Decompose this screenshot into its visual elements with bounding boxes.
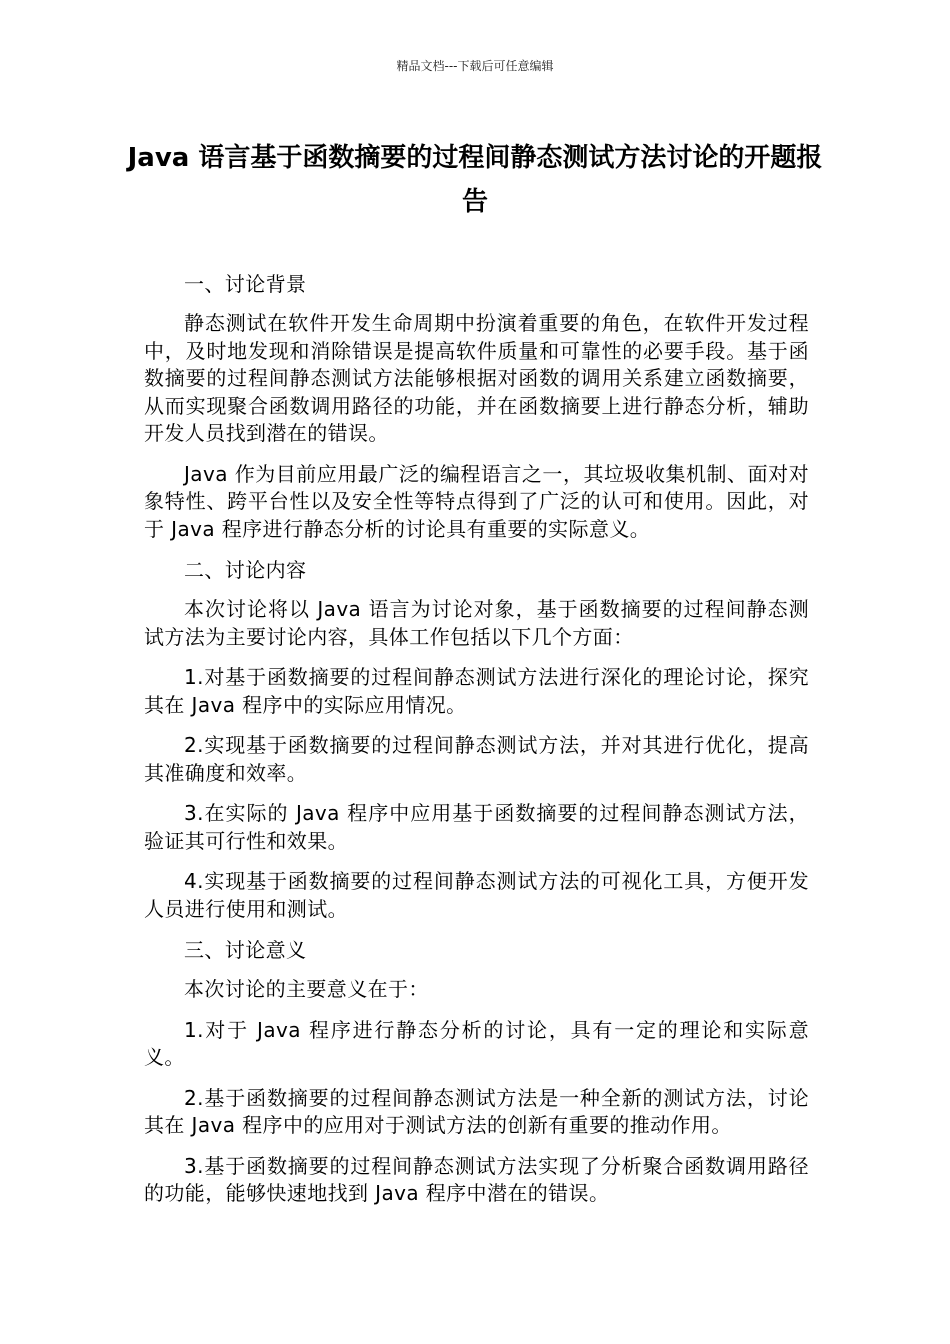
section-content: [144, 556, 809, 923]
body-paragraph: Java 作为目前应用最广泛的编程语言之一，其垃圾收集机制、面对对象特性、跨平台性以及安全性等特点得到了广泛的认可和使用。因此，对于 Java 程序进行静态分析的讨论具有重要的实际意义。: [144, 461, 809, 541]
body-paragraph: 本次讨论的主要意义在于：: [184, 977, 429, 1001]
list-item: 1.对于 Java 程序进行静态分析的讨论，具有一定的理论和实际意义。: [144, 1017, 809, 1069]
list-item: 3.在实际的 Java 程序中应用基于函数摘要的过程间静态测试方法，验证其可行性和效果。: [144, 801, 809, 853]
list-item: 1.对基于函数摘要的过程间静态测试方法进行深化的理论讨论，探究其在 Java 程序中的实际应用情况。: [144, 665, 809, 717]
document-title: Java 语言基于函数摘要的过程间静态测试方法讨论的开题报告: [127, 143, 823, 217]
list-item: 2.实现基于函数摘要的过程间静态测试方法，并对其进行优化，提高其准确度和效率。: [144, 733, 809, 785]
section-background: [144, 270, 809, 543]
body-paragraph: 本次讨论将以 Java 语言为讨论对象，基于函数摘要的过程间静态测试方法为主要讨论内容，具体工作包括以下几个方面：: [144, 597, 809, 649]
list-item: 4.实现基于函数摘要的过程间静态测试方法的可视化工具，方便开发人员进行使用和测试。: [144, 869, 809, 921]
section-significance: [144, 936, 809, 1208]
list-item: 2.基于函数摘要的过程间静态测试方法是一种全新的测试方法，讨论其在 Java 程序中的应用对于测试方法的创新有重要的推动作用。: [144, 1085, 809, 1137]
list-item: 3.基于函数摘要的过程间静态测试方法实现了分析聚合函数调用路径的功能，能够快速地找到 Java 程序中潜在的错误。: [144, 1153, 809, 1205]
section-heading: 三、讨论意义: [184, 938, 307, 962]
header-note: 精品文档---下载后可任意编辑: [396, 59, 554, 73]
document-body: [144, 270, 809, 1221]
section-heading: 一、讨论背景: [184, 272, 307, 296]
body-paragraph: 静态测试在软件开发生命周期中扮演着重要的角色，在软件开发过程中，及时地发现和消除错误是提高软件质量和可靠性的必要手段。基于函数摘要的过程间静态测试方法能够根据对函数的调用关系建立函数摘要，从而实现聚合函数调用路径的功能，并在函数摘要上进行静态分析，辅助开发人员找到潜在的错误。: [144, 311, 809, 445]
section-heading: 二、讨论内容: [184, 558, 307, 582]
